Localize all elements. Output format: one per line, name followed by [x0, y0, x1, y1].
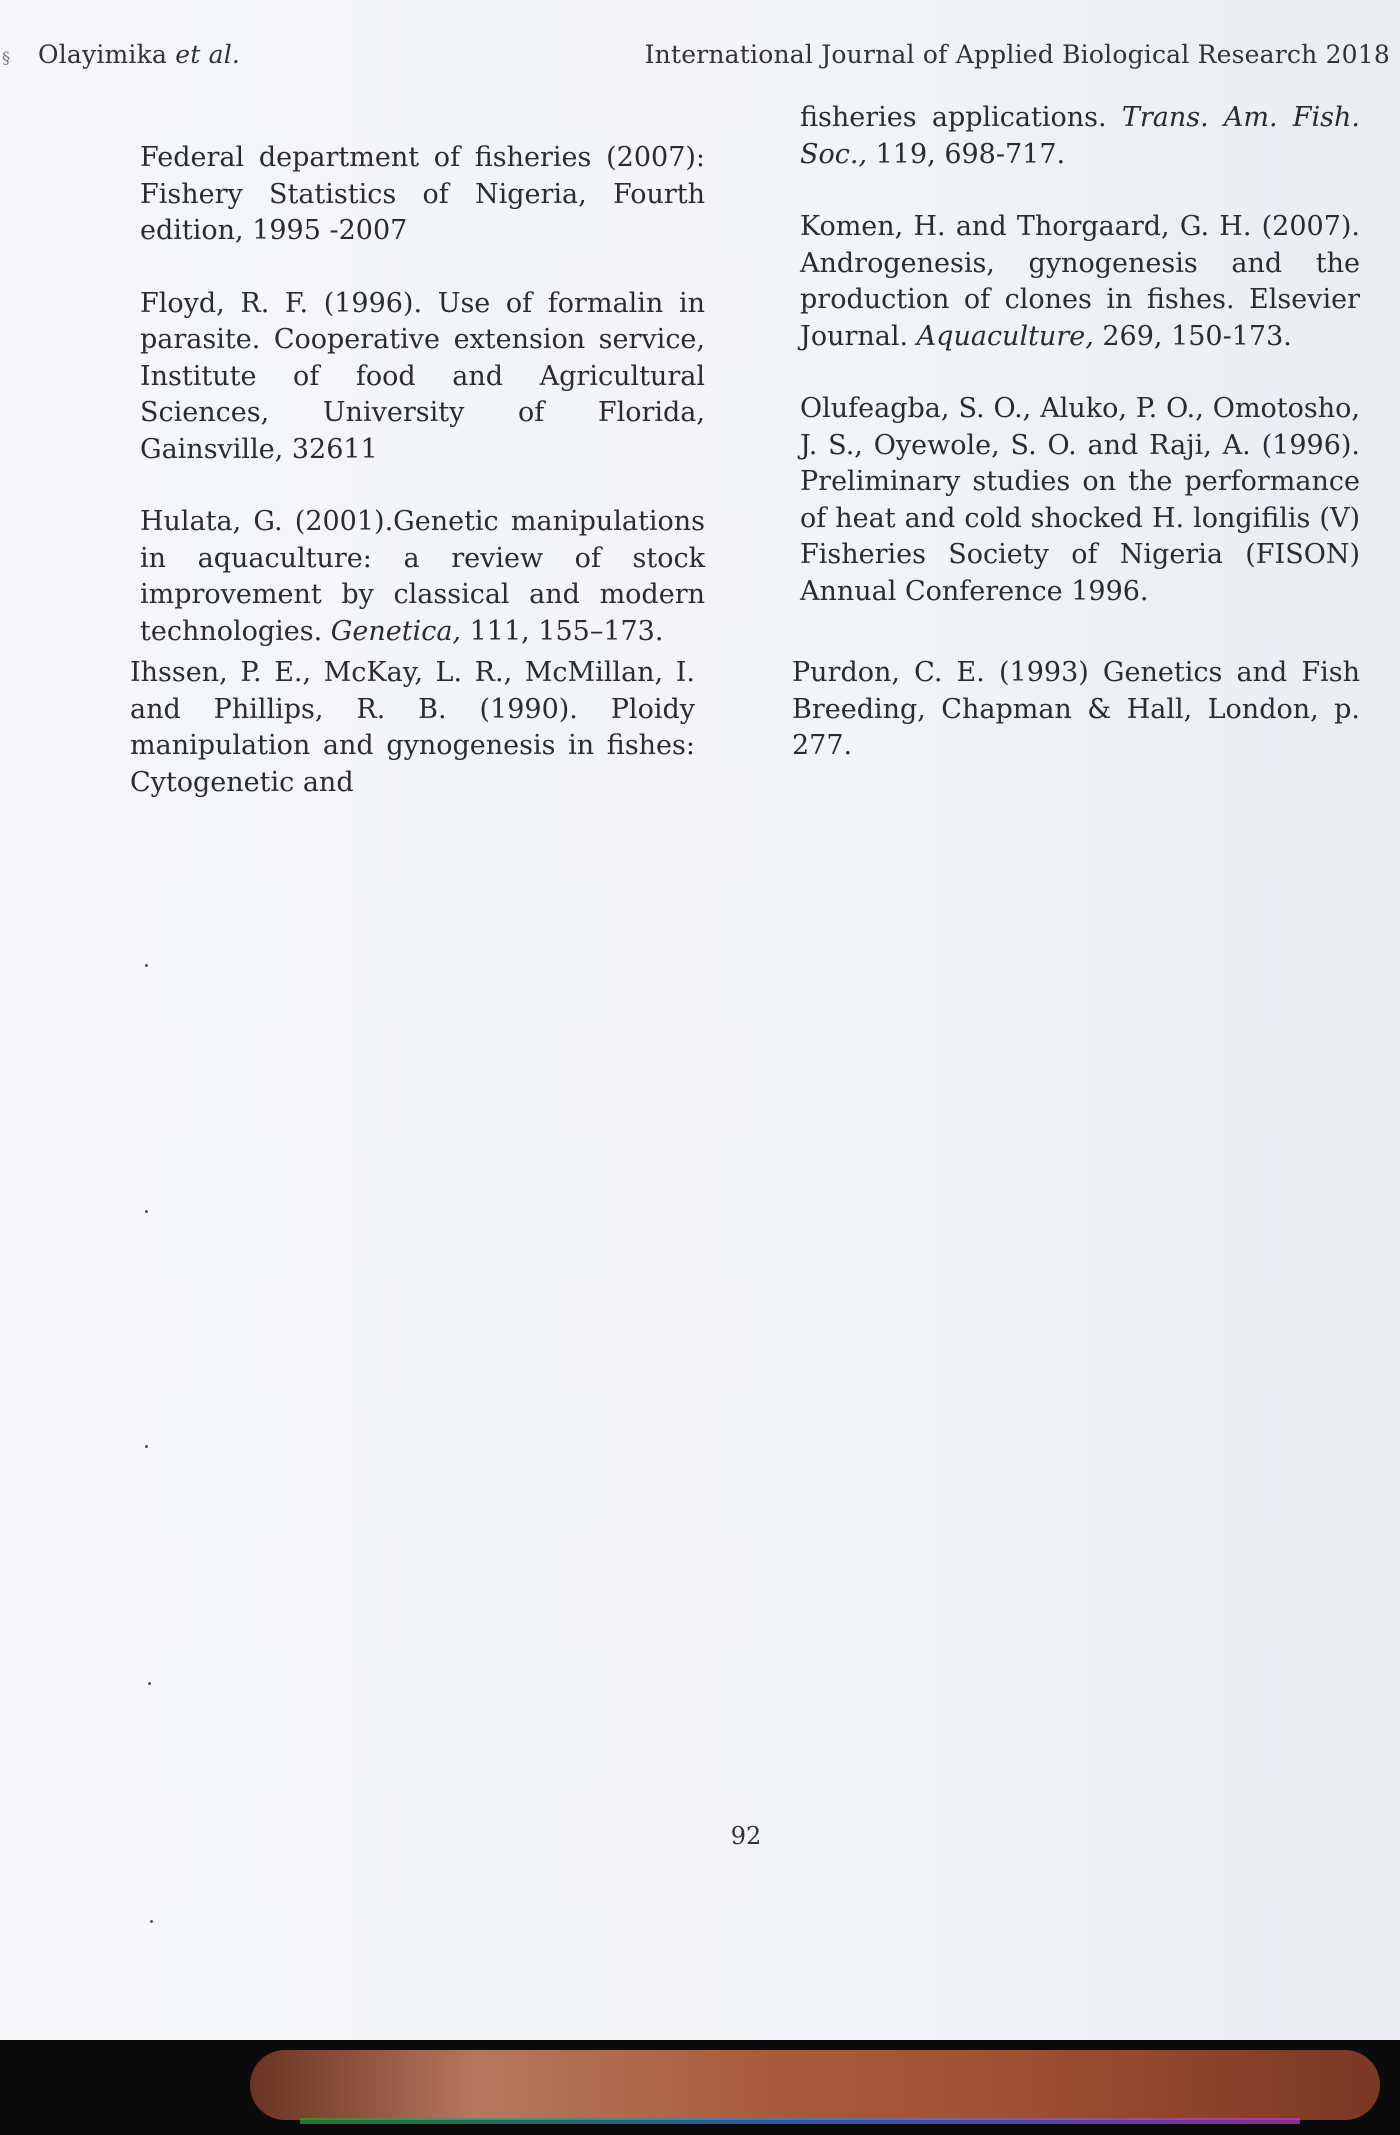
speck: [145, 1445, 148, 1448]
reference-ihssen-pages: 119, 698-717.: [867, 138, 1066, 170]
reference-ihssen: Ihssen, P. E., McKay, L. R., McMillan, I. and Phillips, R. B. (1990). Ploidy manipulation and gynogenesis in fishes: Cytogenetic and: [130, 657, 695, 798]
author-name: Olayimika: [38, 40, 176, 69]
reference-ihssen-continued: [800, 100, 1360, 173]
speck: [150, 1920, 153, 1923]
left-column: [140, 140, 705, 686]
reference-hulata-pages: 111, 155–173.: [461, 615, 664, 647]
header-mark: §: [2, 48, 10, 67]
reference-floyd: Floyd, R. F. (1996). Use of formalin in parasite. Cooperative extension service, Institute of food and Agricultural Sciences, University of Florida, Gainsville, 32611: [140, 287, 705, 465]
author-etal: et al.: [175, 40, 241, 69]
speck: [145, 964, 148, 967]
reference-purdon: Purdon, C. E. (1993) Genetics and Fish Breeding, Chapman & Hall, London, p. 277.: [792, 657, 1360, 761]
reference-hulata-journal: Genetica,: [330, 615, 461, 647]
scan-finger-shadow: [250, 2050, 1380, 2120]
reference-ihssen-journal: Trans. Am. Fish. Soc.,: [800, 102, 1361, 170]
reference-ihssen-continued-text: fisheries applications.: [800, 102, 1122, 133]
right-column: [800, 100, 1360, 646]
reference-komen-pages: 269, 150-173.: [1093, 320, 1292, 352]
reference-hulata: [140, 504, 705, 650]
scan-color-streak: [300, 2118, 1300, 2124]
reference-komen-text: Komen, H. and Thorgaard, G. H. (2007). Androgenesis, gynogenesis and the production of clones in fishes. Elsevier Journal.: [800, 211, 1360, 352]
reference-olufeagba: Olufeagba, S. O., Aluko, P. O., Omotosho, J. S., Oyewole, S. O. and Raji, A. (1996). Preliminary studies on the performance of heat and cold shocked H. longifilis (V) Fisheries Society of Nigeria (FISON) Annual Conference 1996.: [800, 393, 1360, 607]
running-head-author: [38, 40, 240, 69]
reference-komen: [800, 209, 1360, 355]
reference-federal: Federal department of fisheries (2007): Fishery Statistics of Nigeria, Fourth edition, 1995 -2007: [140, 142, 705, 246]
reference-komen-journal: Aquaculture,: [916, 320, 1094, 352]
speck: [148, 1682, 151, 1685]
speck: [145, 1210, 148, 1213]
page-number: 92: [730, 1822, 762, 1850]
reference-hulata-text: Hulata, G. (2001).Genetic manipulations in aquaculture: a review of stock improvement by classical and modern technologies.: [140, 506, 705, 647]
running-head-journal: International Journal of Applied Biological Research 2018: [644, 40, 1390, 69]
